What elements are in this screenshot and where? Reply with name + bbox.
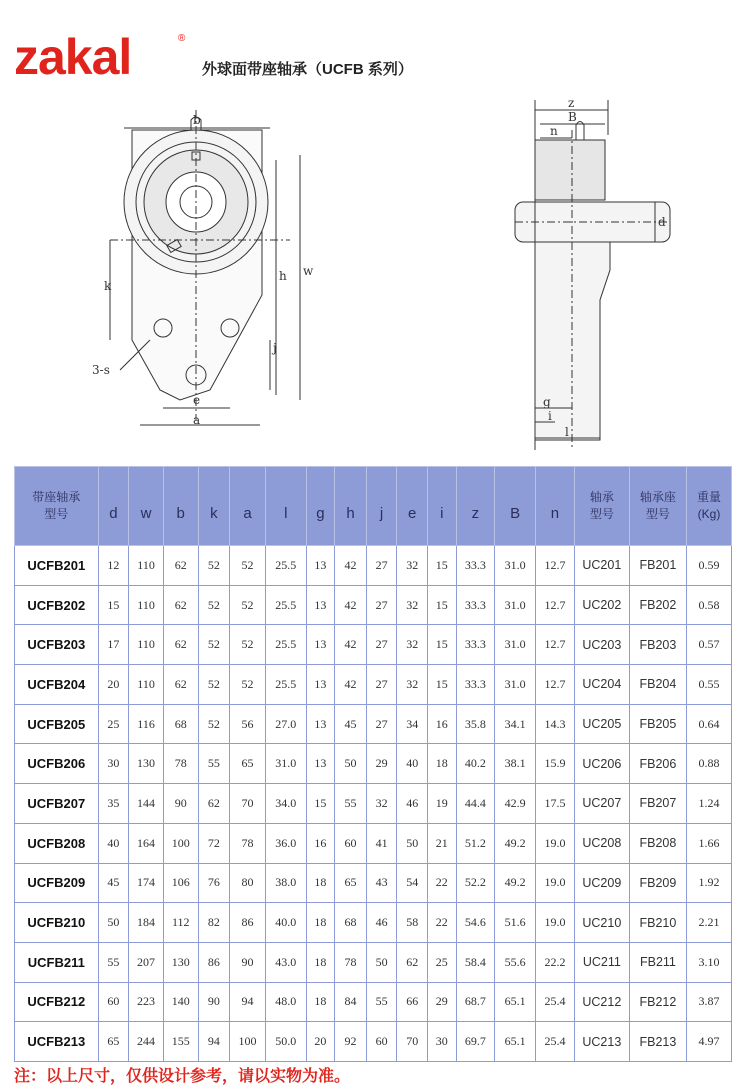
header-housing: 轴承座 型号 [629,467,686,546]
cell-dim-l: 34.0 [265,784,306,824]
cell-dim-a: 52 [230,665,266,705]
cell-dim-z: 69.7 [456,1022,495,1062]
cell-dim-j: 27 [366,585,397,625]
cell-dim-B: 49.2 [495,823,536,863]
cell-dim-i: 21 [427,823,456,863]
cell-dim-k: 94 [198,1022,230,1062]
cell-dim-i: 15 [427,585,456,625]
cell-dim-b: 100 [163,823,198,863]
cell-dim-b: 140 [163,982,198,1022]
header-dim-d: d [98,467,129,546]
table-row [15,665,732,705]
cell-dim-g: 13 [306,744,335,784]
cell-dim-h: 65 [335,863,367,903]
header-dim-b: b [163,467,198,546]
header-dim-k: k [198,467,230,546]
cell-dim-i: 15 [427,625,456,665]
cell-housing: FB209 [629,863,686,903]
header-dim-w: w [129,467,164,546]
cell-dim-B: 55.6 [495,942,536,982]
cell-dim-w: 207 [129,942,164,982]
cell-dim-n: 25.4 [536,982,575,1022]
cell-dim-d: 55 [98,942,129,982]
cell-dim-n: 19.0 [536,863,575,903]
cell-dim-z: 40.2 [456,744,495,784]
cell-dim-k: 76 [198,863,230,903]
cell-dim-l: 31.0 [265,744,306,784]
cell-dim-w: 144 [129,784,164,824]
cell-dim-b: 68 [163,704,198,744]
cell-bearing: UC204 [574,665,629,705]
cell-model: UCFB210 [15,903,99,943]
cell-weight: 4.97 [686,1022,731,1062]
cell-dim-z: 33.3 [456,585,495,625]
cell-model: UCFB209 [15,863,99,903]
cell-dim-i: 18 [427,744,456,784]
cell-dim-e: 54 [397,863,428,903]
cell-dim-g: 18 [306,863,335,903]
cell-dim-j: 50 [366,942,397,982]
cell-bearing: UC205 [574,704,629,744]
cell-dim-w: 244 [129,1022,164,1062]
cell-dim-e: 40 [397,744,428,784]
header-dim-a: a [230,467,266,546]
cell-dim-e: 70 [397,1022,428,1062]
table-row [15,744,732,784]
header-dim-i: i [427,467,456,546]
cell-dim-i: 22 [427,863,456,903]
cell-dim-h: 92 [335,1022,367,1062]
cell-dim-B: 65.1 [495,982,536,1022]
cell-dim-B: 31.0 [495,585,536,625]
cell-dim-k: 52 [198,665,230,705]
cell-dim-B: 38.1 [495,744,536,784]
cell-bearing: UC213 [574,1022,629,1062]
cell-dim-j: 43 [366,863,397,903]
cell-weight: 3.87 [686,982,731,1022]
cell-dim-h: 68 [335,903,367,943]
cell-dim-B: 31.0 [495,546,536,586]
cell-dim-a: 86 [230,903,266,943]
cell-dim-h: 42 [335,546,367,586]
cell-dim-n: 19.0 [536,823,575,863]
cell-dim-j: 55 [366,982,397,1022]
cell-dim-l: 43.0 [265,942,306,982]
cell-dim-j: 27 [366,704,397,744]
brand-logo [14,32,189,78]
logo-text: zakal [14,32,132,78]
cell-dim-g: 13 [306,665,335,705]
cell-dim-a: 80 [230,863,266,903]
cell-dim-h: 42 [335,665,367,705]
cell-dim-w: 223 [129,982,164,1022]
cell-dim-b: 78 [163,744,198,784]
cell-dim-e: 62 [397,942,428,982]
cell-dim-n: 12.7 [536,585,575,625]
cell-bearing: UC209 [574,863,629,903]
cell-bearing: UC201 [574,546,629,586]
dim-label-j: j [273,341,277,355]
cell-dim-w: 174 [129,863,164,903]
cell-dim-z: 33.3 [456,665,495,705]
cell-dim-l: 48.0 [265,982,306,1022]
cell-housing: FB202 [629,585,686,625]
table-row [15,704,732,744]
cell-dim-a: 52 [230,546,266,586]
cell-dim-z: 35.8 [456,704,495,744]
cell-dim-B: 31.0 [495,665,536,705]
cell-dim-g: 18 [306,903,335,943]
cell-dim-n: 19.0 [536,903,575,943]
cell-dim-B: 51.6 [495,903,536,943]
cell-dim-e: 50 [397,823,428,863]
dim-label-l: l [565,425,569,439]
cell-bearing: UC202 [574,585,629,625]
cell-dim-l: 25.5 [265,546,306,586]
header-dim-z: z [456,467,495,546]
cell-housing: FB211 [629,942,686,982]
cell-dim-k: 52 [198,625,230,665]
cell-dim-l: 50.0 [265,1022,306,1062]
dim-label-n: n [550,124,558,138]
cell-dim-g: 13 [306,625,335,665]
cell-dim-b: 62 [163,665,198,705]
cell-bearing: UC212 [574,982,629,1022]
table-row [15,625,732,665]
cell-dim-e: 46 [397,784,428,824]
cell-dim-k: 82 [198,903,230,943]
dim-label-z: z [568,96,575,110]
cell-dim-d: 30 [98,744,129,784]
cell-dim-e: 32 [397,585,428,625]
cell-dim-z: 68.7 [456,982,495,1022]
cell-dim-l: 36.0 [265,823,306,863]
cell-dim-w: 110 [129,546,164,586]
cell-dim-g: 13 [306,585,335,625]
cell-dim-d: 45 [98,863,129,903]
cell-dim-h: 55 [335,784,367,824]
cell-dim-i: 19 [427,784,456,824]
cell-bearing: UC203 [574,625,629,665]
cell-bearing: UC206 [574,744,629,784]
cell-dim-a: 70 [230,784,266,824]
cell-bearing: UC211 [574,942,629,982]
cell-dim-a: 52 [230,585,266,625]
dim-label-i: i [548,409,552,423]
table-row [15,863,732,903]
cell-dim-j: 27 [366,665,397,705]
cell-model: UCFB204 [15,665,99,705]
cell-dim-k: 52 [198,546,230,586]
cell-dim-n: 14.3 [536,704,575,744]
cell-model: UCFB203 [15,625,99,665]
cell-dim-l: 40.0 [265,903,306,943]
cell-dim-b: 112 [163,903,198,943]
table-row [15,982,732,1022]
cell-dim-d: 15 [98,585,129,625]
cell-dim-h: 60 [335,823,367,863]
spec-table [14,466,732,1062]
cell-housing: FB204 [629,665,686,705]
cell-dim-n: 12.7 [536,546,575,586]
cell-dim-l: 25.5 [265,625,306,665]
side-view [515,100,670,450]
cell-dim-j: 46 [366,903,397,943]
registered-mark: ® [178,33,186,44]
cell-dim-j: 29 [366,744,397,784]
cell-weight: 0.64 [686,704,731,744]
cell-weight: 0.55 [686,665,731,705]
cell-bearing: UC208 [574,823,629,863]
cell-dim-B: 49.2 [495,863,536,903]
cell-dim-d: 25 [98,704,129,744]
cell-dim-w: 116 [129,704,164,744]
cell-dim-i: 22 [427,903,456,943]
cell-model: UCFB202 [15,585,99,625]
table-row [15,546,732,586]
cell-dim-k: 90 [198,982,230,1022]
cell-dim-k: 72 [198,823,230,863]
cell-dim-n: 15.9 [536,744,575,784]
cell-housing: FB208 [629,823,686,863]
cell-dim-l: 25.5 [265,585,306,625]
cell-housing: FB213 [629,1022,686,1062]
cell-dim-e: 32 [397,546,428,586]
cell-dim-a: 100 [230,1022,266,1062]
cell-dim-i: 15 [427,546,456,586]
cell-dim-n: 22.2 [536,942,575,982]
cell-dim-n: 25.4 [536,1022,575,1062]
cell-dim-z: 33.3 [456,546,495,586]
cell-dim-k: 86 [198,942,230,982]
header-bearing: 轴承 型号 [574,467,629,546]
dim-label-e: e [193,393,201,407]
dim-label-h: h [279,269,287,283]
cell-dim-w: 164 [129,823,164,863]
cell-dim-a: 78 [230,823,266,863]
cell-housing: FB203 [629,625,686,665]
cell-bearing: UC210 [574,903,629,943]
cell-dim-g: 18 [306,982,335,1022]
cell-model: UCFB207 [15,784,99,824]
cell-dim-j: 41 [366,823,397,863]
cell-dim-a: 56 [230,704,266,744]
cell-weight: 2.21 [686,903,731,943]
table-row [15,823,732,863]
cell-dim-g: 15 [306,784,335,824]
cell-dim-g: 16 [306,823,335,863]
cell-dim-b: 130 [163,942,198,982]
cell-dim-B: 34.1 [495,704,536,744]
front-view [110,110,300,425]
header-dim-n: n [536,467,575,546]
cell-housing: FB210 [629,903,686,943]
cell-dim-e: 32 [397,665,428,705]
cell-dim-d: 35 [98,784,129,824]
cell-dim-B: 42.9 [495,784,536,824]
cell-dim-l: 27.0 [265,704,306,744]
cell-dim-d: 65 [98,1022,129,1062]
cell-dim-w: 130 [129,744,164,784]
cell-weight: 1.66 [686,823,731,863]
cell-dim-w: 110 [129,585,164,625]
cell-dim-e: 58 [397,903,428,943]
table-body [15,546,732,1062]
cell-dim-z: 51.2 [456,823,495,863]
cell-dim-B: 31.0 [495,625,536,665]
cell-dim-z: 44.4 [456,784,495,824]
cell-dim-j: 27 [366,546,397,586]
cell-dim-B: 65.1 [495,1022,536,1062]
table-header-row [15,467,732,546]
cell-dim-d: 17 [98,625,129,665]
cell-dim-d: 50 [98,903,129,943]
cell-model: UCFB206 [15,744,99,784]
header-dim-j: j [366,467,397,546]
dim-label-k: k [104,279,112,293]
cell-dim-j: 32 [366,784,397,824]
cell-dim-a: 90 [230,942,266,982]
cell-bearing: UC207 [574,784,629,824]
page-title: 外球面带座轴承（UCFB 系列） [202,61,413,78]
cell-dim-b: 62 [163,546,198,586]
table-row [15,585,732,625]
cell-dim-d: 60 [98,982,129,1022]
cell-dim-a: 52 [230,625,266,665]
cell-dim-z: 52.2 [456,863,495,903]
header-dim-e: e [397,467,428,546]
cell-dim-w: 184 [129,903,164,943]
cell-weight: 1.24 [686,784,731,824]
cell-dim-i: 16 [427,704,456,744]
table-row [15,1022,732,1062]
cell-dim-g: 13 [306,704,335,744]
dim-label-3s: 3-s [92,363,110,377]
cell-dim-w: 110 [129,625,164,665]
dim-label-d: d [658,215,666,229]
cell-dim-i: 30 [427,1022,456,1062]
cell-model: UCFB213 [15,1022,99,1062]
cell-weight: 1.92 [686,863,731,903]
cell-dim-k: 52 [198,585,230,625]
cell-dim-g: 18 [306,942,335,982]
header-model: 带座轴承 型号 [15,467,99,546]
dim-label-w: w [303,264,314,278]
header-dim-l: l [265,467,306,546]
cell-dim-n: 12.7 [536,665,575,705]
cell-dim-a: 94 [230,982,266,1022]
cell-dim-d: 40 [98,823,129,863]
footnote: 注：以上尺寸，仅供设计参考，请以实物为准。 [14,1068,351,1085]
cell-dim-w: 110 [129,665,164,705]
cell-dim-i: 25 [427,942,456,982]
cell-dim-h: 42 [335,625,367,665]
cell-dim-d: 20 [98,665,129,705]
cell-dim-l: 25.5 [265,665,306,705]
cell-dim-k: 52 [198,704,230,744]
cell-dim-k: 62 [198,784,230,824]
cell-model: UCFB208 [15,823,99,863]
cell-model: UCFB205 [15,704,99,744]
cell-dim-j: 27 [366,625,397,665]
table-row [15,942,732,982]
cell-model: UCFB211 [15,942,99,982]
cell-dim-n: 17.5 [536,784,575,824]
cell-weight: 0.88 [686,744,731,784]
header-dim-g: g [306,467,335,546]
cell-dim-i: 15 [427,665,456,705]
dim-label-g: g [543,395,551,409]
cell-dim-k: 55 [198,744,230,784]
cell-housing: FB212 [629,982,686,1022]
cell-dim-d: 12 [98,546,129,586]
cell-dim-h: 50 [335,744,367,784]
cell-dim-a: 65 [230,744,266,784]
cell-dim-h: 45 [335,704,367,744]
cell-dim-z: 54.6 [456,903,495,943]
cell-dim-b: 90 [163,784,198,824]
cell-dim-h: 42 [335,585,367,625]
cell-dim-h: 78 [335,942,367,982]
cell-dim-b: 62 [163,625,198,665]
cell-dim-b: 62 [163,585,198,625]
header-dim-h: h [335,467,367,546]
cell-dim-z: 58.4 [456,942,495,982]
cell-housing: FB207 [629,784,686,824]
cell-weight: 0.57 [686,625,731,665]
cell-weight: 0.58 [686,585,731,625]
cell-dim-l: 38.0 [265,863,306,903]
cell-housing: FB206 [629,744,686,784]
cell-dim-e: 34 [397,704,428,744]
technical-drawing [0,90,750,465]
table-row [15,903,732,943]
header-dim-B: B [495,467,536,546]
cell-dim-e: 66 [397,982,428,1022]
cell-weight: 3.10 [686,942,731,982]
dim-label-B: B [568,110,577,124]
cell-housing: FB205 [629,704,686,744]
cell-dim-j: 60 [366,1022,397,1062]
cell-dim-n: 12.7 [536,625,575,665]
cell-dim-b: 155 [163,1022,198,1062]
cell-weight: 0.59 [686,546,731,586]
header-weight: 重量 (Kg) [686,467,731,546]
cell-dim-z: 33.3 [456,625,495,665]
cell-dim-h: 84 [335,982,367,1022]
cell-dim-b: 106 [163,863,198,903]
cell-housing: FB201 [629,546,686,586]
cell-dim-g: 20 [306,1022,335,1062]
cell-dim-i: 29 [427,982,456,1022]
dim-label-a: a [193,413,201,427]
dim-label-b: b [193,113,201,127]
cell-model: UCFB212 [15,982,99,1022]
cell-dim-g: 13 [306,546,335,586]
cell-model: UCFB201 [15,546,99,586]
table-row [15,784,732,824]
cell-dim-e: 32 [397,625,428,665]
